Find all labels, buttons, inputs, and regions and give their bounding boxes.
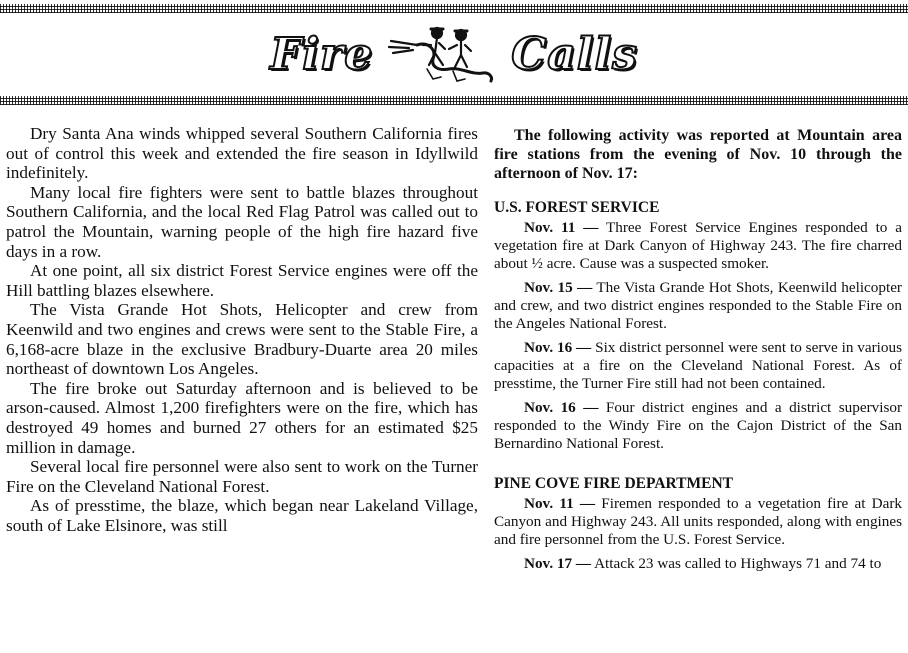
article-paragraph: Dry Santa Ana winds whipped several Southern California fires out of control this week and extended the fire season in Idyllwild indefinitely. xyxy=(6,124,478,183)
log-entry-date: Nov. 15 — xyxy=(524,279,593,296)
log-entry xyxy=(494,495,902,549)
section-heading-pine-cove: PINE COVE FIRE DEPARTMENT xyxy=(494,475,734,492)
fire-log-lead: The following activity was reported at Mountain area fire stations from the evening of Nov. 10 through the afternoon of Nov. 17: xyxy=(494,127,902,182)
log-entry xyxy=(494,339,902,393)
masthead-title-calls: Calls xyxy=(511,28,638,80)
masthead-title-fire: Fire xyxy=(270,28,374,80)
article-paragraph: At one point, all six district Forest Service engines were off the Hill battling blazes elsewhere. xyxy=(6,261,478,300)
article-column xyxy=(6,124,478,535)
log-entry xyxy=(494,219,902,273)
firefighters-hose-icon xyxy=(387,19,497,89)
log-entry xyxy=(494,399,902,453)
log-entry xyxy=(494,555,902,573)
log-entry-text: Six district personnel were sent to serve in various capacities at a fire on the Cleveland National Forest. As of presstime, the Turner Fire still had not been contained. xyxy=(494,339,903,392)
log-entry-text: Attack 23 was called to Highways 71 and 74 to xyxy=(594,555,882,572)
log-entry-text: The Vista Grande Hot Shots, Keenwild helicopter and crew, and two district engines responded to the Stable Fire on the Angeles National Forest. xyxy=(494,279,902,332)
article-paragraph: As of presstime, the blaze, which began near Lakeland Village, south of Lake Elsinore, was still xyxy=(6,496,478,535)
log-entry-date: Nov. 11 — xyxy=(524,219,599,236)
article-paragraph: Several local fire personnel were also sent to work on the Turner Fire on the Cleveland National Forest. xyxy=(6,457,478,496)
log-entry-text: Firemen responded to a vegetation fire at Dark Canyon and Highway 243. All units responded, along with engines and fire personnel from the U.S. Forest Service. xyxy=(494,495,903,548)
log-entry-text: Three Forest Service Engines responded to a vegetation fire at Dark Canyon of Highway 243. The fire charred about ½ acre. Cause was a suspected smoker. xyxy=(494,219,902,272)
article-paragraph: Many local fire fighters were sent to battle blazes throughout Southern California, and the local Red Flag Patrol was called out to patrol the Mountain, warning people of the high fire hazard five days in a row. xyxy=(6,182,478,261)
bottom-dotted-border xyxy=(0,96,908,105)
masthead xyxy=(0,14,908,94)
fire-log-column xyxy=(494,126,902,579)
article-paragraph: The Vista Grande Hot Shots, Helicopter and crew from Keenwild and two engines and crews were sent to the Stable Fire, a 6,168-acre blaze in the exclusive Bradbury-Duarte area 20 miles northeast of downtown Los Angeles. xyxy=(6,300,478,379)
top-dotted-border xyxy=(0,4,908,13)
article-paragraph: The fire broke out Saturday afternoon and is believed to be arson-caused. Almost 1,200 firefighters were on the fire, which has destroyed 49 homes and burned 27 others for an estimated $25 million in damage. xyxy=(6,378,478,457)
log-entry-date: Nov. 17 — xyxy=(524,555,592,572)
log-entry xyxy=(494,279,902,333)
log-entry-date: Nov. 16 — xyxy=(524,399,599,416)
log-entry-date: Nov. 11 — xyxy=(524,495,596,512)
log-entry-text: Four district engines and a district supervisor responded to the Windy Fire on the Cajon District of the San Bernardino National Forest. xyxy=(494,399,903,452)
section-heading-forest-service: U.S. FOREST SERVICE xyxy=(494,199,660,216)
log-entry-date: Nov. 16 — xyxy=(524,339,592,356)
